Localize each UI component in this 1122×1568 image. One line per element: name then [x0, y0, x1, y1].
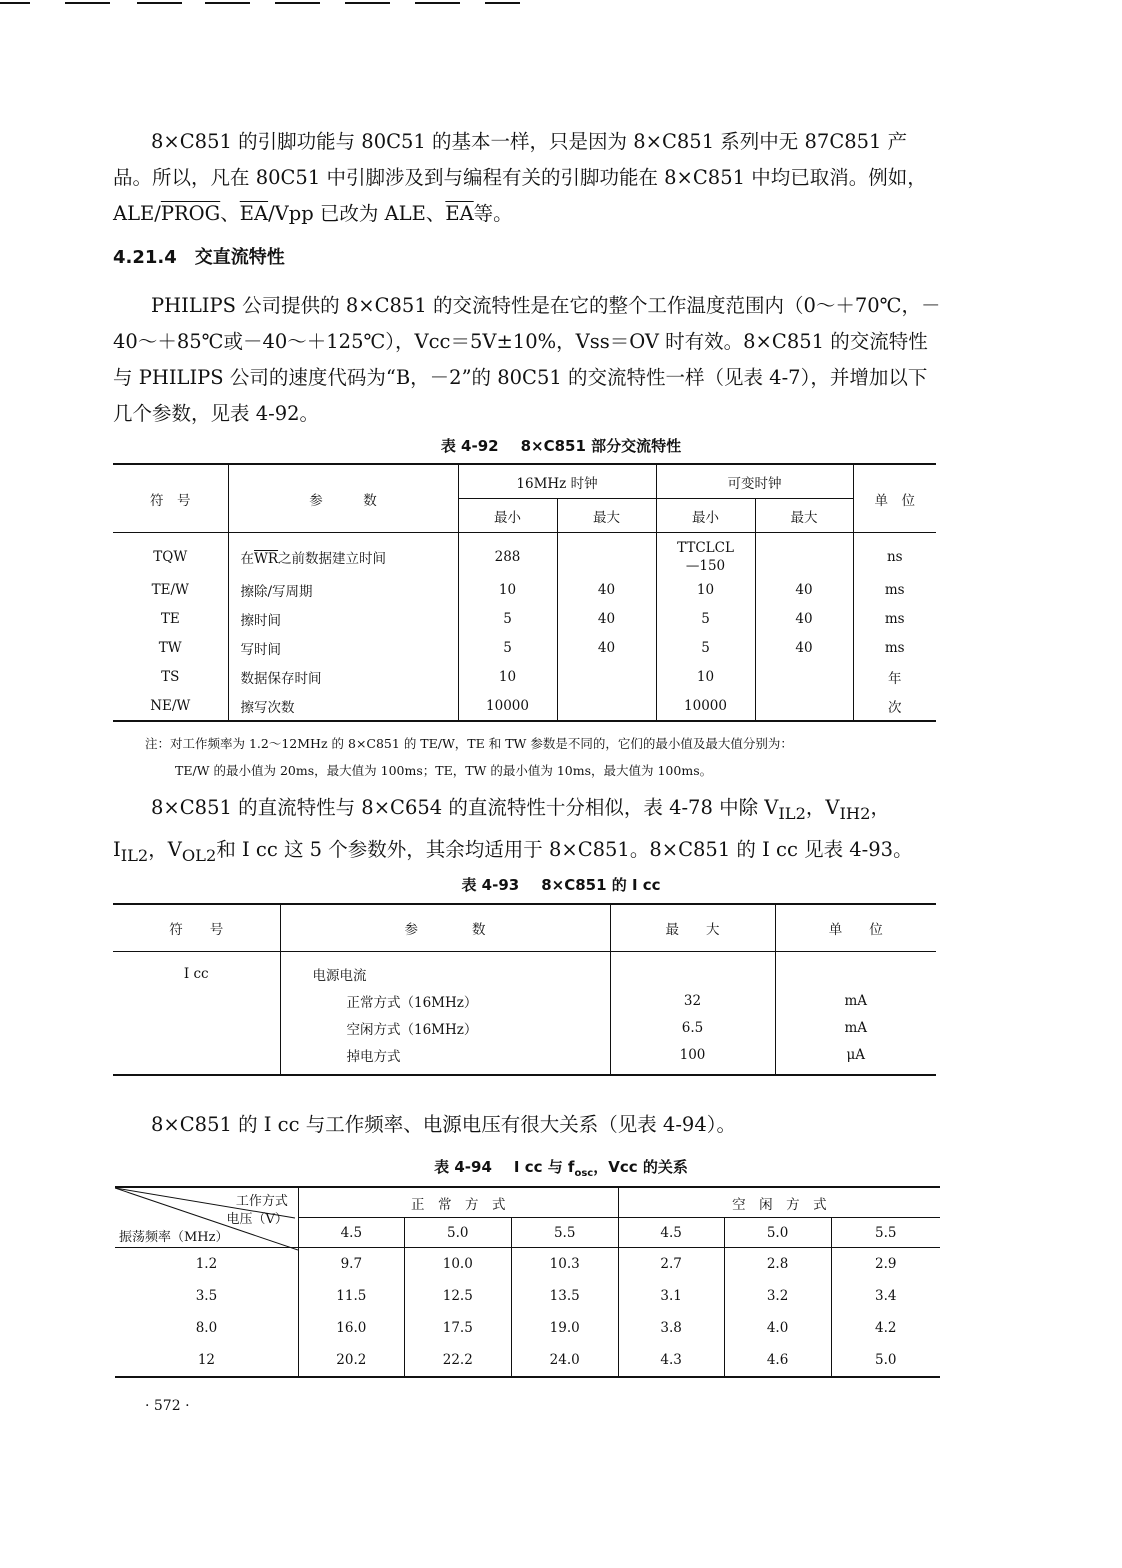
table-row: I cc 电源电流 — [113, 952, 936, 988]
header-symbol: 符 号 — [113, 464, 228, 533]
section-number: 4.21.4 — [113, 247, 177, 268]
table-row: TW 写时间 5 40 5 40 ms — [113, 633, 936, 662]
table-row: TQW 在$\overline{WR}$之前数据建立时间 288 TTCLCL —150 ns — [113, 533, 936, 576]
header-symbol: 符 号 — [113, 904, 280, 952]
header-param: 参 数 — [228, 464, 458, 533]
table-row: 正常方式（16MHz） 32 mA — [113, 987, 936, 1014]
table-row: TE 擦时间 5 40 5 40 ms — [113, 604, 936, 633]
voltage-header: 4.5 — [298, 1218, 404, 1248]
table-row: 空闲方式（16MHz） 6.5 mA — [113, 1014, 936, 1041]
intro-paragraph: 8×C851 的引脚功能与 80C51 的基本一样，只是因为 8×C851 系列中无 87C851 产品。所以，凡在 80C51 中引脚涉及到与编程有关的引脚功能在 8×C851 中均已取消。例如，ALE/PROG、$\overline{EA}$/Vpp 已改为 ALE、$\overline{EA}$等。 — [113, 130, 927, 225]
voltage-header: 4.5 — [618, 1218, 724, 1248]
table-4-94 — [115, 1186, 940, 1378]
section-title: 交直流特性 — [194, 247, 285, 268]
table92-caption: 表 4-92 8×C851 部分交流特性 — [440, 437, 682, 455]
table-row: 1.2 9.7 10.0 10.3 2.7 2.8 2.9 — [115, 1248, 940, 1281]
header-max: 最大 — [755, 499, 853, 533]
table93-caption: 表 4-93 8×C851 的 I cc — [461, 876, 661, 894]
corner-header: 工作方式 电压（V） 振荡频率（MHz） — [115, 1187, 298, 1248]
header-min: 最小 — [458, 499, 557, 533]
table94-caption: 表 4-94 I cc 与 $f_{osc}$，Vcc 的关系 — [434, 1158, 688, 1179]
header-min: 最小 — [656, 499, 755, 533]
table-row: NE/W 擦写次数 10000 10000 次 — [113, 691, 936, 721]
voltage-header: 5.0 — [404, 1218, 511, 1248]
voltage-header: 5.5 — [831, 1218, 940, 1248]
dc-paragraph: 8×C851 的直流特性与 8×C654 的直流特性十分相似，表 4-78 中除 $V_{IL2}$，$V_{IH2}$，$I_{IL2}$，$V_{OL2}$和 I cc 这 5 个参数外，其余均适用于 8×C851。8×C851 的 I cc 见表 4-93。 — [113, 796, 913, 865]
table-row: 12 20.2 22.2 24.0 4.3 4.6 5.0 — [115, 1344, 940, 1377]
table-row: 掉电方式 100 μA — [113, 1041, 936, 1075]
table-row: 3.5 11.5 12.5 13.5 3.1 3.2 3.4 — [115, 1280, 940, 1312]
header-idle-mode: 空 闲 方 式 — [618, 1187, 940, 1218]
page-number: · 572 · — [145, 1398, 190, 1414]
table-4-92 — [113, 463, 936, 722]
header-16mhz: 16MHz 时钟 — [458, 464, 656, 499]
header-param: 参 数 — [280, 904, 610, 952]
table-row: TE/W 擦除/写周期 10 40 10 40 ms — [113, 575, 936, 604]
ac-paragraph: PHILIPS 公司提供的 8×C851 的交流特性是在它的整个工作温度范围内（0～＋70℃，－40～＋85℃或－40～＋125℃），Vcc＝5V±10%，Vss＝OV 时有效。8×C851 的交流特性与 PHILIPS 公司的速度代码为“B，－2”的 80C51 的交流特性一样（见表 4-7），并增加以下几个参数，见表 4-92。 — [113, 294, 941, 425]
voltage-header: 5.0 — [724, 1218, 831, 1248]
header-normal-mode: 正 常 方 式 — [298, 1187, 618, 1218]
header-max: 最大 — [557, 499, 656, 533]
table-row: 8.0 16.0 17.5 19.0 3.8 4.0 4.2 — [115, 1312, 940, 1344]
table-4-93 — [113, 903, 936, 1076]
icc-paragraph: 8×C851 的 I cc 与工作频率、电源电压有很大关系（见表 4-94）。 — [151, 1113, 736, 1136]
scan-edge-marks — [0, 0, 1122, 10]
table92-note: 注：对工作频率为 1.2～12MHz 的 8×C851 的 TE/W，TE 和 TW 参数是不同的，它们的最小值及最大值分别为： TE/W 的最小值为 20ms，最大值为 100ms；TE，TW 的最小值为 10ms，最大值为 100ms。 — [145, 736, 793, 778]
voltage-header: 5.5 — [511, 1218, 618, 1248]
header-unit: 单 位 — [853, 464, 936, 533]
header-variable-clock: 可变时钟 — [656, 464, 853, 499]
section-heading — [113, 243, 285, 269]
header-max: 最 大 — [610, 904, 775, 952]
header-unit: 单 位 — [775, 904, 936, 952]
table-row: TS 数据保存时间 10 10 年 — [113, 662, 936, 691]
